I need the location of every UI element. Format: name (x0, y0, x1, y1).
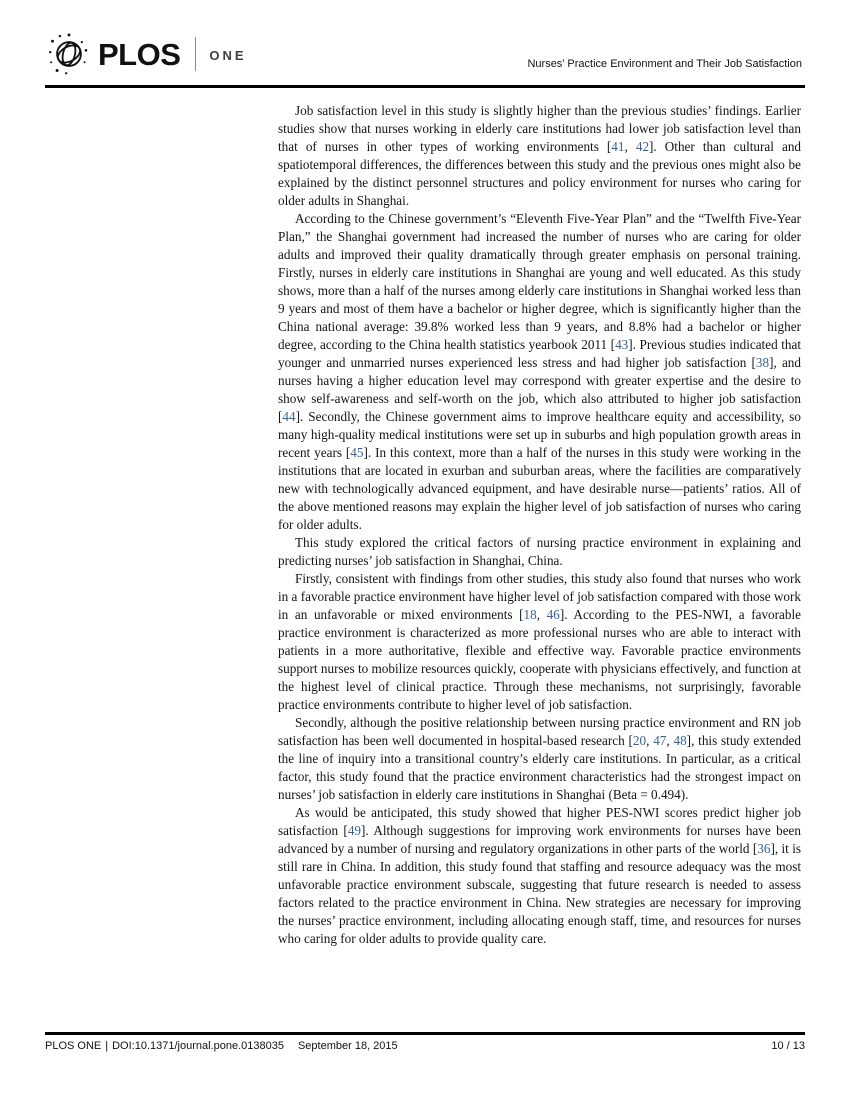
citation-link[interactable]: 48 (673, 733, 687, 748)
citation-link[interactable]: 45 (350, 445, 364, 460)
citation-link[interactable]: 18 (523, 607, 537, 622)
citation-link[interactable]: 36 (757, 841, 771, 856)
logo-divider (195, 37, 196, 71)
page-header (45, 30, 805, 76)
citation-link[interactable]: 46 (546, 607, 560, 622)
footer-citation (45, 1040, 398, 1052)
running-title: Nurses’ Practice Environment and Their Job Satisfaction (527, 58, 802, 70)
page-footer (45, 1040, 805, 1052)
paragraph: According to the Chinese government’s “Eleventh Five-Year Plan” and the “Twelfth Five-Year Plan,” the Shanghai government had increased the number of nurses who are caring for older adults and improved their quality dramatically through greater emphasis on personal training. Firstly, nurses in elderly care institutions in Shanghai are young and well educated. As this study shows, more than a half of the nurses among elderly care institutions in Shanghai worked less than 9 years and most of them have a bachelor or higher degree, which is significantly higher than the China national average: 39.8% worked less than 9 years, and 8.8% had a bachelor or higher degree, according to the China health statistics yearbook 2011 [43]. Previous studies indicated that younger and unmarried nurses experienced less stress and had higher job satisfaction [38], and nurses having a higher education level may correspond with greater expertise and the desire to show self-awareness and self-worth on the job, which also attributed to higher job satisfaction [44]. Secondly, the Chinese government aims to improve healthcare equity and accessibility, so many high-quality medical institutions were set up in suburbs and high population growth areas in recent years [45]. In this context, more than a half of the nurses in this study were working in the institutions that are located in exurban and suburban areas, where the facilities are comparatively new with technologically advanced equipment, and have desirable nurse—patients’ ratios. All of the above mentioned reasons may explain the higher level of job satisfaction of nurses who caring for older adults. (278, 211, 801, 532)
citation-link[interactable]: 43 (615, 337, 629, 352)
header-rule (45, 85, 805, 88)
footer-journal: PLOS ONE (45, 1040, 102, 1052)
citation-link[interactable]: 42 (635, 139, 650, 154)
footer-separator: | (105, 1040, 109, 1052)
plos-one-logo (47, 32, 247, 76)
plos-wordmark: PLOS (98, 36, 181, 72)
paragraph: As would be anticipated, this study showed that higher PES-NWI scores predict higher job satisfaction [49]. Although suggestions for improving work environments for nurses have been advanced by a number of nursing and regulatory organizations in other parts of the world [36], it is still rare in China. In addition, this study found that staffing and resource adequacy was the most unfavorable practice environment subscale, suggesting that future research is needed to assess factors related to the practice environment in China. New strategies are necessary for improving the nurses’ practice environment, including allocating enough staff, time, and resources for nurses who caring for older adults to provide quality care. (278, 805, 801, 946)
page-number: 10 / 13 (771, 1040, 805, 1052)
footer-rule (45, 1032, 805, 1035)
one-wordmark: ONE (209, 48, 247, 63)
footer-doi: DOI:10.1371/journal.pone.0138035 (112, 1040, 284, 1052)
footer-date: September 18, 2015 (297, 1040, 398, 1052)
citation-link[interactable]: 44 (282, 409, 296, 424)
paragraph: Job satisfaction level in this study is slightly higher than the previous studies’ findings. Earlier studies show that nurses working in elderly care institutions had lower job satisfaction level than that of nurses in other types of working environments [41, 42]. Other than cultural and spatiotemporal differences, the differences between this study and the previous ones might also be explained by the distinct personnel structures and policy environment for nurses who caring for older adults in Shanghai. (278, 103, 802, 208)
paragraph: Firstly, consistent with findings from other studies, this study also found that nurses who work in a favorable practice environment have higher level of job satisfaction compared with those work in an unfavorable or mixed environments [18, 46]. According to the PES-NWI, a favorable practice environment is characterized as more professional nurses who are able to interact with patients in a more authoritative, flexible and effective way. Favorable practice environments support nurses to mobilize resources quickly, cooperate with physicians effectively, and function at the highest level of clinical practice. Through these mechanisms, not surprisingly, favorable practice environments contribute to higher level of job satisfaction. (278, 571, 801, 712)
citation-link[interactable]: 38 (755, 355, 770, 370)
body-text (278, 102, 801, 948)
citation-link[interactable]: 41 (611, 139, 625, 154)
citation-link[interactable]: 47 (653, 733, 667, 748)
citation-link[interactable]: 20 (632, 733, 647, 748)
paragraph: This study explored the critical factors of nursing practice environment in explaining and predicting nurses’ job satisfaction in Shanghai, China. (278, 535, 801, 568)
plos-globe-icon (47, 32, 91, 76)
paragraph: Secondly, although the positive relationship between nursing practice environment and RN job satisfaction has been well documented in hospital-based research [20, 47, 48], this study extended the line of inquiry into a transitional country’s elderly care institutions. In particular, as a critical factor, this study found that the practice environment characteristics had the strongest impact on nurses’ job satisfaction in elderly care institutions in Shanghai (Beta = 0.494). (278, 715, 802, 802)
citation-link[interactable]: 49 (347, 823, 361, 838)
